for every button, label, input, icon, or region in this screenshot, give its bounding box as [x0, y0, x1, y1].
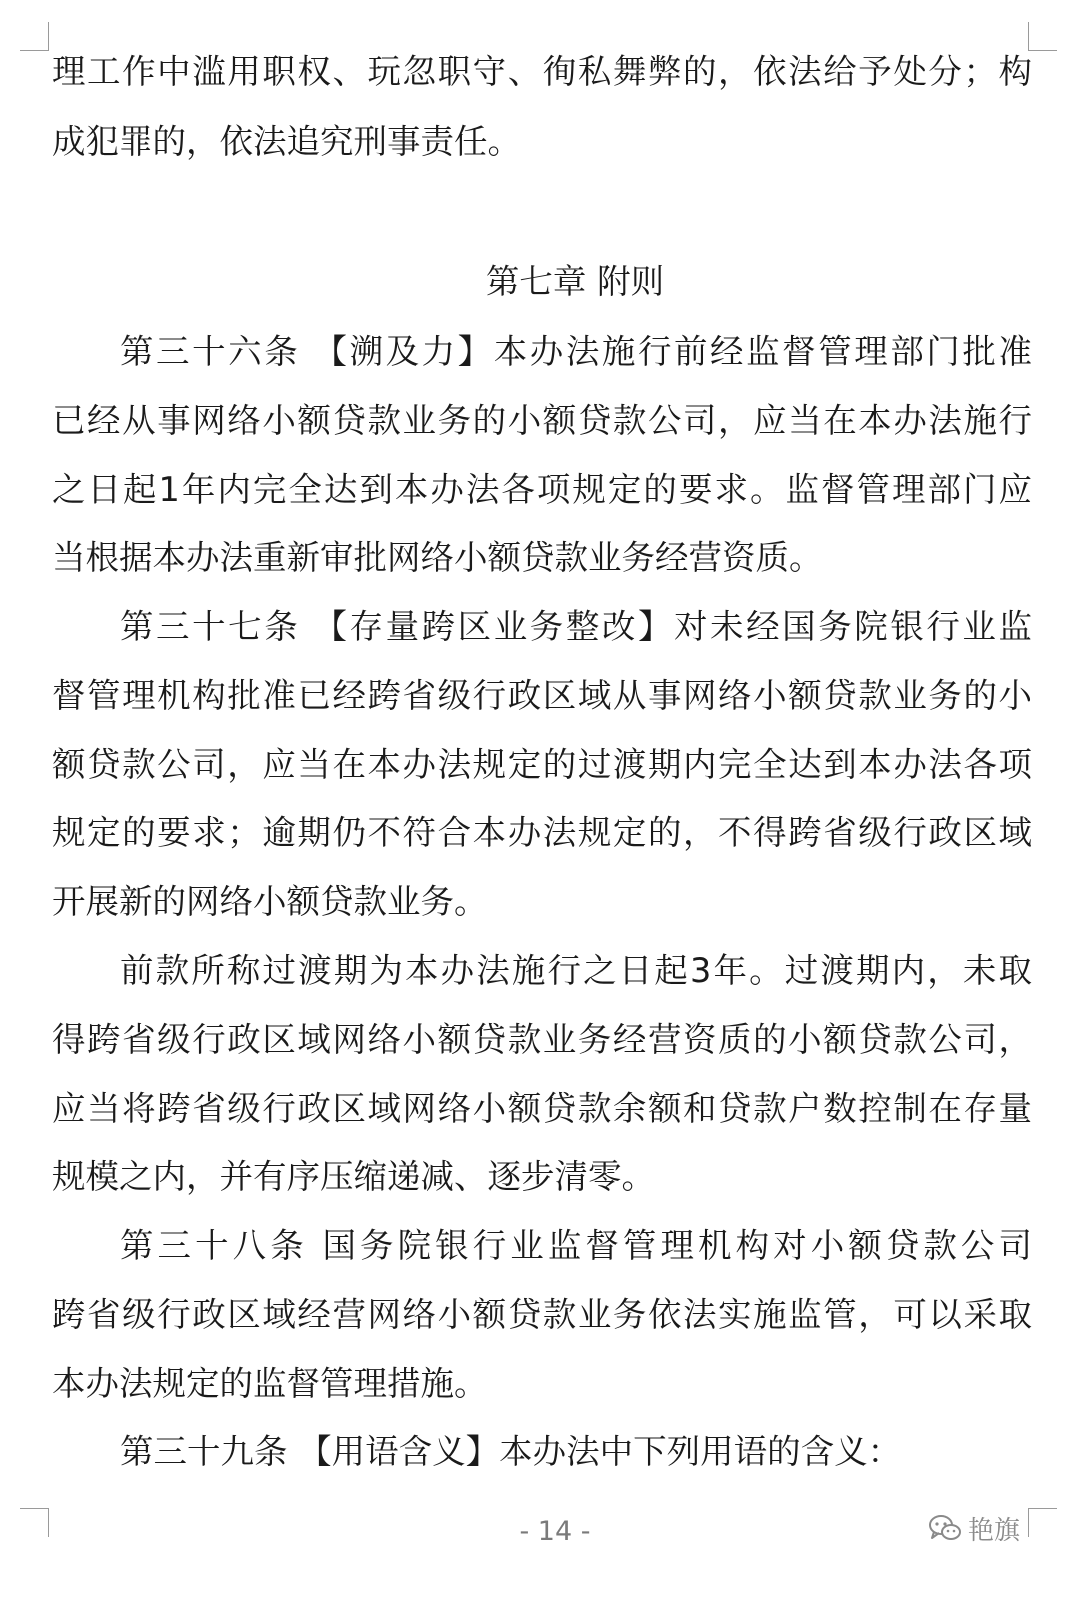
body-text-line: 已经从事网络小额贷款业务的小额贷款公司，应当在本办法施行 [52, 401, 1032, 440]
watermark [928, 1508, 1020, 1548]
wechat-icon [928, 1513, 962, 1543]
body-text-line: 当根据本办法重新审批网络小额贷款业务经营资质。 [52, 538, 823, 577]
article-37-first-line: 第三十七条 【存量跨区业务整改】对未经国务院银行业监 [120, 607, 1032, 646]
body-text-line: 之日起1年内完全达到本办法各项规定的要求。监督管理部门应 [52, 470, 1032, 509]
body-text-line: 开展新的网络小额贷款业务。 [52, 882, 488, 921]
article-39-first-line: 第三十九条 【用语含义】本办法中下列用语的含义： [120, 1432, 902, 1471]
body-text-line: 应当将跨省级行政区域网络小额贷款余额和贷款户数控制在存量 [52, 1089, 1032, 1128]
paragraph-first-line: 前款所称过渡期为本办法施行之日起3年。过渡期内，未取 [120, 951, 1032, 990]
body-text-line: 规模之内，并有序压缩递减、逐步清零。 [52, 1157, 655, 1196]
corner-mark-top-left [20, 22, 49, 51]
chapter-heading-text: 第七章 附则 [485, 262, 665, 301]
corner-mark-bottom-right [1028, 1508, 1057, 1537]
corner-mark-top-right [1028, 22, 1057, 51]
watermark-text: 艳旗 [968, 1515, 1021, 1546]
article-38-first-line: 第三十八条 国务院银行业监督管理机构对小额贷款公司 [120, 1226, 1032, 1265]
body-text-line: 跨省级行政区域经营网络小额贷款业务依法实施监管，可以采取 [52, 1295, 1032, 1334]
body-text-line: 规定的要求；逾期仍不符合本办法规定的，不得跨省级行政区域 [52, 813, 1032, 852]
body-text-line: 理工作中滥用职权、玩忽职守、徇私舞弊的，依法给予处分；构 [52, 52, 1032, 91]
page-number: - 14 - [519, 1516, 591, 1547]
body-text-line: 督管理机构批准已经跨省级行政区域从事网络小额贷款业务的小 [52, 676, 1032, 715]
body-text-line: 本办法规定的监督管理措施。 [52, 1364, 488, 1403]
corner-mark-bottom-left [20, 1508, 49, 1537]
body-text-line: 成犯罪的，依法追究刑事责任。 [52, 122, 521, 161]
body-text-line: 额贷款公司，应当在本办法规定的过渡期内完全达到本办法各项 [52, 745, 1032, 784]
body-text-line: 得跨省级行政区域网络小额贷款业务经营资质的小额贷款公司， [52, 1020, 1032, 1059]
article-36-first-line: 第三十六条 【溯及力】本办法施行前经监督管理部门批准 [120, 332, 1032, 371]
chapter-heading [0, 258, 1080, 306]
